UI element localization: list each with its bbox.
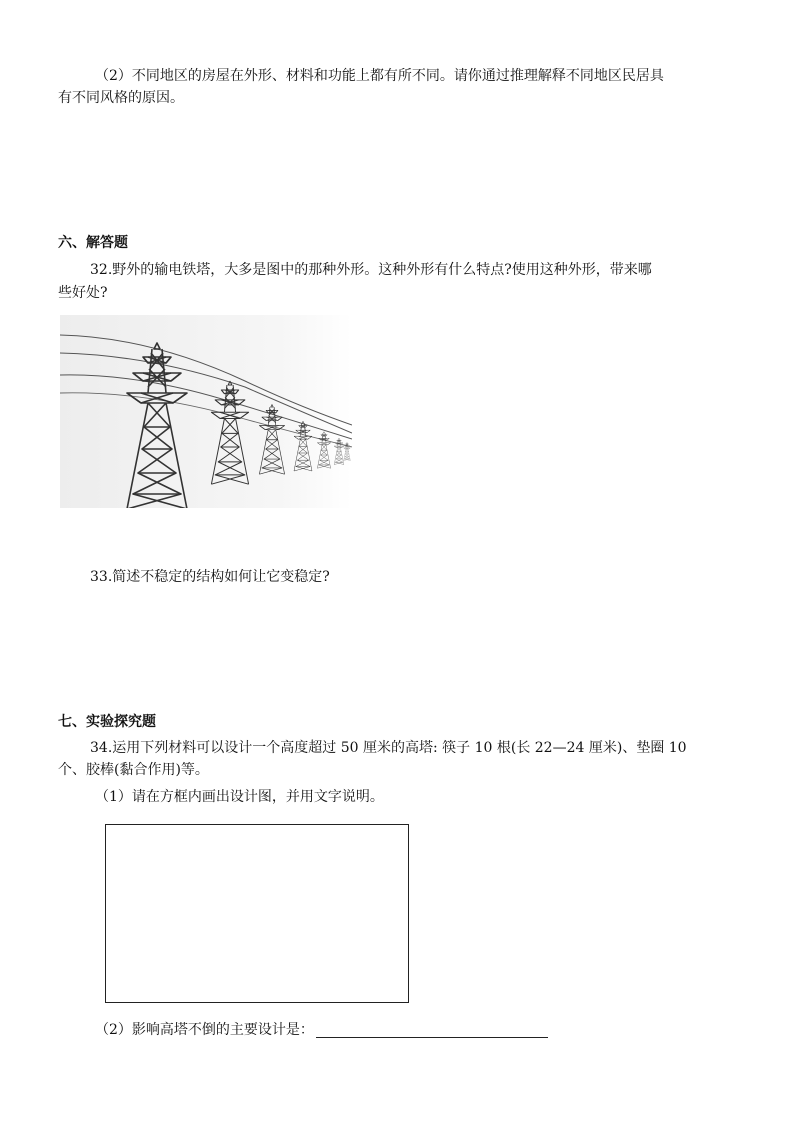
- q32-text-line2: 些好处?: [58, 285, 108, 301]
- q31-part2-text-line2: 有不同风格的原因。: [58, 90, 184, 106]
- design-drawing-box[interactable]: [105, 824, 409, 1003]
- q34-text-line1: 34.运用下列材料可以设计一个高度超过 50 厘米的高塔: 筷子 10 根(长 22—24 厘米)、垫圈 10: [90, 740, 687, 756]
- q34-part2-text: （2）影响高塔不倒的主要设计是：: [95, 1022, 314, 1038]
- section-6-heading: 六、解答题: [58, 235, 128, 251]
- q33-text: 33.简述不稳定的结构如何让它变稳定?: [90, 569, 330, 585]
- q34-part2-row: [95, 1020, 548, 1040]
- answer-blank-line[interactable]: [316, 1021, 548, 1038]
- q31-part2-text-line1: （2）不同地区的房屋在外形、材料和功能上都有所不同。请你通过推理解释不同地区民居具: [95, 68, 664, 84]
- q32-text-line1: 32.野外的输电铁塔，大多是图中的那种外形。这种外形有什么特点?使用这种外形，带来哪: [90, 262, 652, 278]
- q34-part1-text: （1）请在方框内画出设计图，并用文字说明。: [95, 789, 384, 805]
- power-tower-illustration: [60, 315, 352, 508]
- q34-text-line2: 个、胶棒(黏合作用)等。: [58, 762, 209, 778]
- section-7-heading: 七、实验探究题: [58, 714, 156, 730]
